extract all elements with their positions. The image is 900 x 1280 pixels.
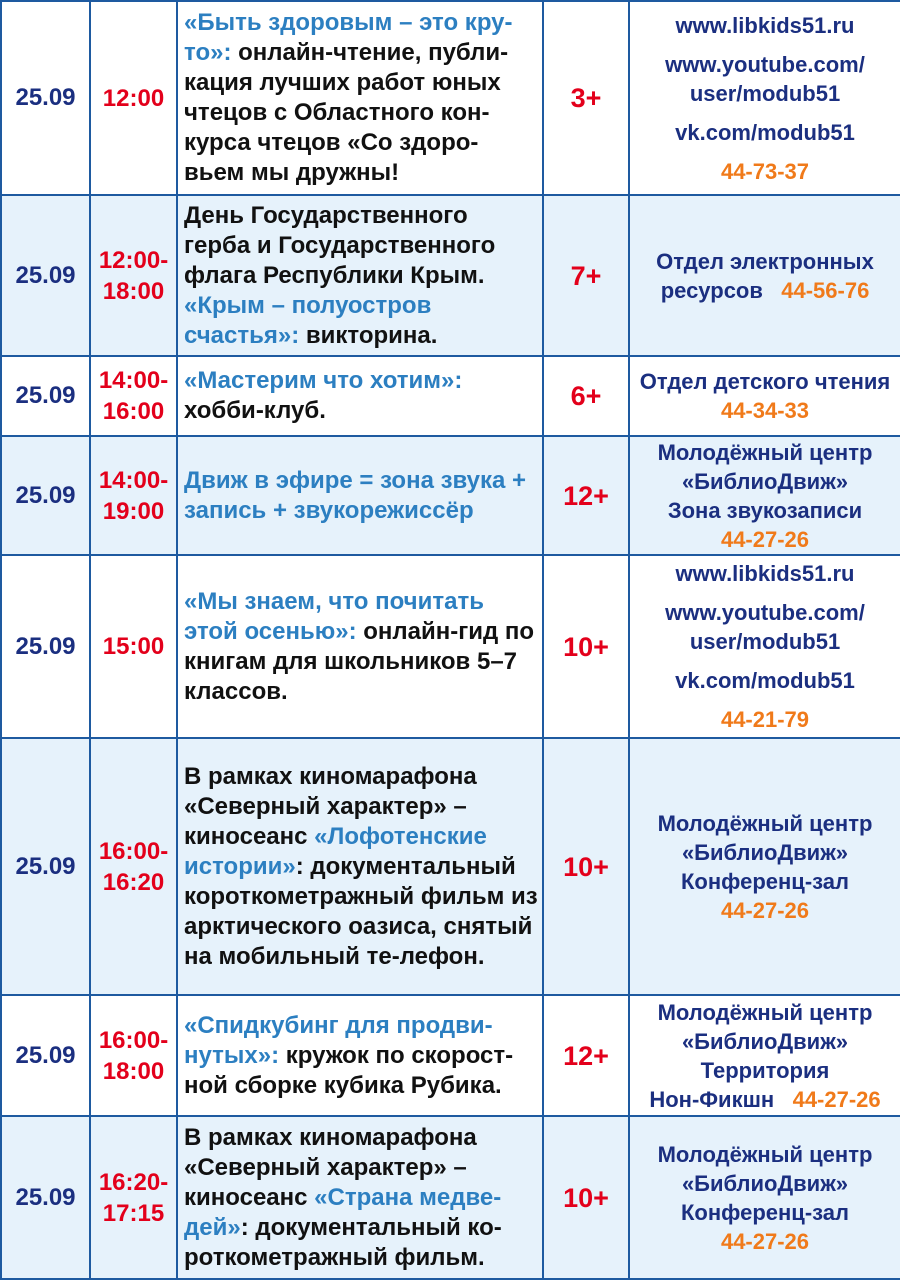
event-time-line: 14:00- [98, 367, 169, 394]
contact-line-text: Молодёжный центр [657, 1141, 873, 1167]
event-contact [629, 995, 900, 1116]
contact-line [630, 838, 900, 867]
event-date: 25.09 [1, 995, 90, 1116]
event-time-line: 12:00 [102, 84, 165, 112]
contact-line-text: Отдел детского чтения [639, 369, 891, 394]
event-time [90, 356, 177, 436]
contact-link-text[interactable]: www.libkids51.ru [675, 12, 855, 38]
event-description [177, 1, 543, 195]
contact-link[interactable] [630, 559, 900, 588]
event-description [177, 436, 543, 555]
event-title: «Лофотенские истории» [184, 822, 487, 880]
contact-phone: 44-56-76 [781, 277, 870, 303]
event-title: «Крым – полуостров счастья»: [184, 291, 432, 349]
table-row [1, 195, 900, 356]
table-row [1, 436, 900, 555]
contact-line-text: Территория [700, 1057, 830, 1083]
contact-phone [630, 896, 900, 925]
event-time-line: 12:00- [98, 246, 169, 274]
contact-line [630, 998, 900, 1027]
event-contact [629, 1116, 900, 1279]
event-title: «Мы знаем, что почитать этой осенью»: [184, 587, 484, 645]
event-title: «Быть здоровым – это кру-то»: [184, 9, 513, 66]
event-time-line: 15:00 [102, 633, 165, 660]
contact-phone-text: 44-27-26 [720, 526, 810, 552]
contact-line [630, 79, 900, 108]
contact-line-text: Конференц-зал [680, 868, 850, 894]
contact-line [630, 276, 900, 305]
event-description [177, 356, 543, 436]
contact-link[interactable] [630, 50, 900, 79]
contact-phone-text: 44-21-79 [720, 707, 810, 732]
event-contact [629, 356, 900, 436]
contact-line [630, 467, 900, 496]
contact-phone [630, 157, 900, 186]
contact-line [630, 438, 900, 467]
description-suffix: хобби-клуб. [184, 397, 326, 424]
description-suffix: : документальный ко-роткометражный фильм. [184, 1213, 502, 1271]
event-date: 25.09 [1, 555, 90, 738]
contact-phone: 44-27-26 [792, 1086, 881, 1112]
contact-line [630, 627, 900, 656]
contact-phone-text: 44-27-26 [720, 897, 810, 923]
description-suffix: онлайн-гид по книгам для школьников 5–7 классов. [184, 617, 535, 705]
description-prefix: День Государственного герба и Государственного флага Республики Крым. [184, 201, 496, 289]
contact-line [630, 1085, 900, 1114]
event-time [90, 1, 177, 195]
contact-phone [630, 1227, 900, 1256]
event-contact [629, 436, 900, 555]
contact-phone-text: 44-34-33 [720, 398, 810, 423]
event-time-line: 14:00- [98, 466, 169, 494]
contact-line-text: Молодёжный центр [657, 439, 873, 465]
description-prefix: В рамках киномарафона «Северный характер» – киносеанс [184, 762, 477, 850]
event-time-line: 16:00 [102, 398, 165, 425]
contact-line-text: Отдел электронных [656, 248, 874, 274]
contact-link-text[interactable]: vk.com/modub51 [675, 119, 855, 145]
age-rating: 10+ [543, 1116, 629, 1279]
event-time-line: 16:00- [98, 1026, 169, 1054]
age-rating: 7+ [543, 195, 629, 356]
event-time [90, 1116, 177, 1279]
event-time-line: 19:00 [102, 497, 165, 525]
table-row [1, 1, 900, 195]
event-contact [629, 738, 900, 995]
contact-line-text: user/modub51 [689, 80, 841, 106]
contact-line-text: «БиблиоДвиж» [681, 1028, 849, 1054]
event-time-line: 17:15 [102, 1199, 165, 1227]
age-rating: 3+ [543, 1, 629, 195]
contact-line-text: «БиблиоДвиж» [681, 1170, 849, 1196]
contact-line-text: user/modub51 [689, 629, 841, 654]
description-suffix: онлайн-чтение, публи-кация лучших работ юных чтецов с Областного кон-курса чтецов «Со здоро-вьем мы дружны! [184, 39, 509, 186]
event-description [177, 1116, 543, 1279]
event-description [177, 995, 543, 1116]
event-time-line: 16:20 [102, 868, 165, 896]
event-title: «Страна медве-дей» [184, 1183, 502, 1241]
event-date: 25.09 [1, 1, 90, 195]
contact-phone [630, 705, 900, 734]
age-rating: 12+ [543, 995, 629, 1116]
event-description [177, 738, 543, 995]
contact-line [630, 1140, 900, 1169]
description-suffix: викторина. [299, 321, 438, 349]
schedule-body [1, 1, 900, 1279]
contact-line-text: Молодёжный центр [657, 999, 873, 1025]
contact-line [630, 1169, 900, 1198]
event-contact [629, 195, 900, 356]
contact-line [630, 1056, 900, 1085]
event-date: 25.09 [1, 738, 90, 995]
contact-line-text: Зона звукозаписи [667, 497, 863, 523]
description-prefix: В рамках киномарафона «Северный характер» – киносеанс [184, 1123, 477, 1211]
contact-line [630, 1027, 900, 1056]
table-row [1, 995, 900, 1116]
table-row [1, 1116, 900, 1279]
event-time-line: 18:00 [102, 1057, 165, 1085]
table-row [1, 356, 900, 436]
contact-line-text: Молодёжный центр [657, 810, 873, 836]
contact-line [630, 496, 900, 525]
contact-link-text[interactable]: vk.com/modub51 [675, 668, 855, 693]
event-time [90, 195, 177, 356]
event-contact [629, 1, 900, 195]
event-title: «Мастерим что хотим»: [184, 367, 463, 394]
contact-link[interactable] [630, 598, 900, 627]
contact-line [630, 247, 900, 276]
event-contact [629, 555, 900, 738]
contact-line [630, 809, 900, 838]
table-row [1, 555, 900, 738]
contact-link-text[interactable]: www.youtube.com/ [665, 51, 865, 77]
contact-line [630, 1198, 900, 1227]
age-rating: 10+ [543, 555, 629, 738]
event-time-line: 16:00- [98, 837, 169, 865]
contact-phone [630, 525, 900, 554]
description-suffix: : документальный короткометражный фильм из арктического оазиса, снятый на мобильный те-лефон. [184, 852, 538, 970]
event-description [177, 555, 543, 738]
event-date: 25.09 [1, 1116, 90, 1279]
contact-link[interactable] [630, 11, 900, 40]
contact-link[interactable] [630, 118, 900, 147]
contact-line-text: ресурсов [660, 277, 763, 303]
event-time [90, 555, 177, 738]
description-suffix: кружок по скорост-ной сборке кубика Рубика. [184, 1041, 514, 1099]
event-date: 25.09 [1, 356, 90, 436]
contact-line-text: «БиблиоДвиж» [681, 468, 849, 494]
event-date: 25.09 [1, 195, 90, 356]
age-rating: 10+ [543, 738, 629, 995]
contact-line [630, 367, 900, 396]
contact-phone [630, 396, 900, 425]
event-title: «Спидкубинг для продви-нутых»: [184, 1011, 493, 1069]
contact-line-text: Нон-Фикшн [649, 1086, 775, 1112]
event-title: Движ в эфире = зона звука + запись + звукорежиссёр [184, 466, 527, 524]
event-time [90, 738, 177, 995]
event-time [90, 436, 177, 555]
event-time-line: 16:20- [98, 1168, 169, 1196]
event-time-line: 18:00 [102, 277, 165, 305]
event-time [90, 995, 177, 1116]
age-rating: 6+ [543, 356, 629, 436]
contact-link-text[interactable]: www.youtube.com/ [665, 600, 865, 625]
event-date: 25.09 [1, 436, 90, 555]
contact-phone-text: 44-27-26 [720, 1228, 810, 1254]
contact-link[interactable] [630, 666, 900, 695]
contact-line-text: «БиблиоДвиж» [681, 839, 849, 865]
table-row [1, 738, 900, 995]
contact-link-text[interactable]: www.libkids51.ru [675, 561, 855, 586]
contact-line [630, 867, 900, 896]
contact-phone-text: 44-73-37 [720, 158, 810, 184]
event-description [177, 195, 543, 356]
age-rating: 12+ [543, 436, 629, 555]
contact-line-text: Конференц-зал [680, 1199, 850, 1225]
